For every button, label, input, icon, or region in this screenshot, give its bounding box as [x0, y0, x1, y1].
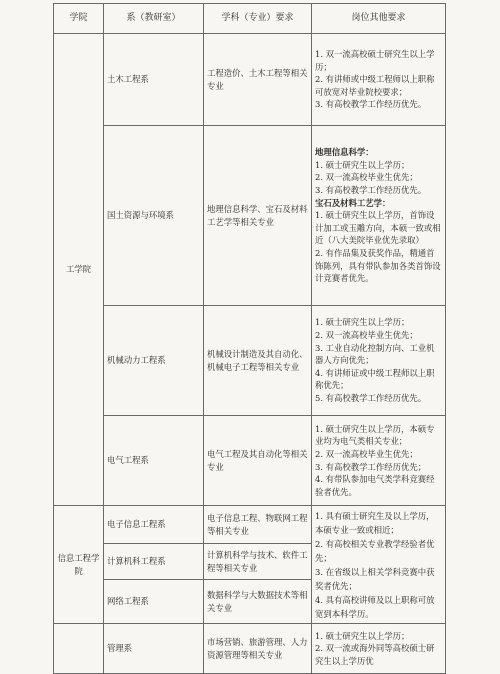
major-cell: 机械设计制造及其自动化、机械电子工程等相关专业	[204, 306, 312, 416]
header-row	[54, 4, 446, 34]
table-row	[54, 506, 446, 544]
requirement-item: 4. 有带队参加电气类学科竞赛经验者优先。	[315, 474, 435, 497]
table-row	[54, 126, 446, 306]
major-cell: 数据科学与大数据技术等相关专业	[204, 580, 312, 624]
table-row	[54, 306, 446, 416]
requirement-item: 1. 硕士研究生以上学历，本硕专业均为电气类相关专业；	[315, 423, 435, 447]
requirement-item: 2. 双一流或海外同等高校硕士研究生以上学历优	[315, 643, 435, 666]
requirement-item: 1. 双一流高校硕士研究生以上学历；	[315, 49, 435, 72]
major-cell: 电气工程及其自动化等相关专业	[204, 416, 312, 506]
requirement-item: 2. 双一流高校毕业生优先；	[315, 448, 418, 459]
department-cell: 机械动力工程系	[104, 306, 204, 416]
table-row	[54, 34, 446, 126]
requirements-cell	[312, 34, 446, 126]
major-cell: 工程造价、土木工程等相关专业	[204, 34, 312, 126]
requirement-item: 2. 双一流高校毕业生优先；	[315, 172, 418, 183]
header-major: 学科（专业）要求	[204, 4, 312, 34]
requirement-item: 2. 有讲师或中级工程师以上职称可放宽对毕业院校要求；	[315, 74, 435, 97]
header-college: 学院	[54, 4, 104, 34]
department-cell: 电气工程系	[104, 416, 204, 506]
requirement-item: 5. 有高校教学工作经历优先。	[315, 392, 427, 403]
requirement-item: 3. 工业自动化控制方向、工业机器人方向优先；	[315, 342, 435, 366]
requirement-item: 1. 硕士研究生以上学历；	[315, 317, 410, 328]
requirement-item: 3. 有高校教学工作经历优先；	[315, 461, 427, 472]
table-row	[54, 624, 446, 674]
requirement-item: 1. 硕士研究生以上学历，首饰设计加工或玉雕方向，本硕一致或相近（八大美院毕业优先录取）	[315, 210, 441, 246]
table-row	[54, 416, 446, 506]
department-cell: 计算机科工程系	[104, 544, 204, 580]
subheading: 宝石及材料工艺学：	[315, 197, 391, 208]
requirement-item: 1. 硕士研究生以上学历；	[315, 159, 410, 170]
department-cell: 国土资源与环境系	[104, 126, 204, 306]
recruitment-requirements-table	[53, 3, 446, 674]
college-cell: 工学院	[54, 34, 104, 506]
requirement-item: 2. 双一流高校毕业生优先；	[315, 330, 418, 341]
header-department: 系（教研室）	[104, 4, 204, 34]
major-cell: 计算机科学与技术、软件工程等相关专业	[204, 544, 312, 580]
major-cell: 地理信息科学、宝石及材料工艺学等相关专业	[204, 126, 312, 306]
requirement-item: 3. 有高校教学工作经历优先。	[315, 99, 427, 110]
requirement-item: 2. 有作品集及获奖作品，精通首饰陈列，具有带队参加各类首饰设计竞赛者优先。	[315, 247, 441, 284]
requirement-item: 1. 具有硕士研究生及以上学历，本硕专业一致或相近；	[315, 510, 435, 535]
requirement-item: 4. 具有高校讲师及以上职称可放宽到本科学历。	[315, 594, 435, 619]
requirements-cell	[312, 624, 446, 674]
department-cell: 电子信息工程系	[104, 506, 204, 544]
requirements-cell	[312, 506, 446, 624]
college-cell: 信息工程学院	[54, 506, 104, 624]
requirements-cell	[312, 126, 446, 306]
requirement-item: 4. 有讲师证或中级工程师以上职称优先；	[315, 367, 435, 391]
requirement-item: 3. 在省级以上相关学科竞赛中获奖者优先；	[315, 566, 435, 591]
department-cell: 管理系	[104, 624, 204, 674]
department-cell: 土木工程系	[104, 34, 204, 126]
requirement-item: 3. 有高校教学工作经历优先。	[315, 185, 427, 196]
header-other-requirements: 岗位其他要求	[312, 4, 446, 34]
requirements-cell	[312, 416, 446, 506]
major-cell: 电子信息工程、物联网工程等相关专业	[204, 506, 312, 544]
major-cell: 市场营销、旅游管理、人力资源管理等相关专业	[204, 624, 312, 674]
college-cell	[54, 624, 104, 674]
requirement-item: 2. 有高校相关专业教学经验者优先；	[315, 538, 435, 563]
subheading: 地理信息科学：	[315, 147, 374, 158]
requirement-item: 1. 硕士研究生以上学历；	[315, 630, 410, 641]
department-cell: 网络工程系	[104, 580, 204, 624]
requirements-cell	[312, 306, 446, 416]
